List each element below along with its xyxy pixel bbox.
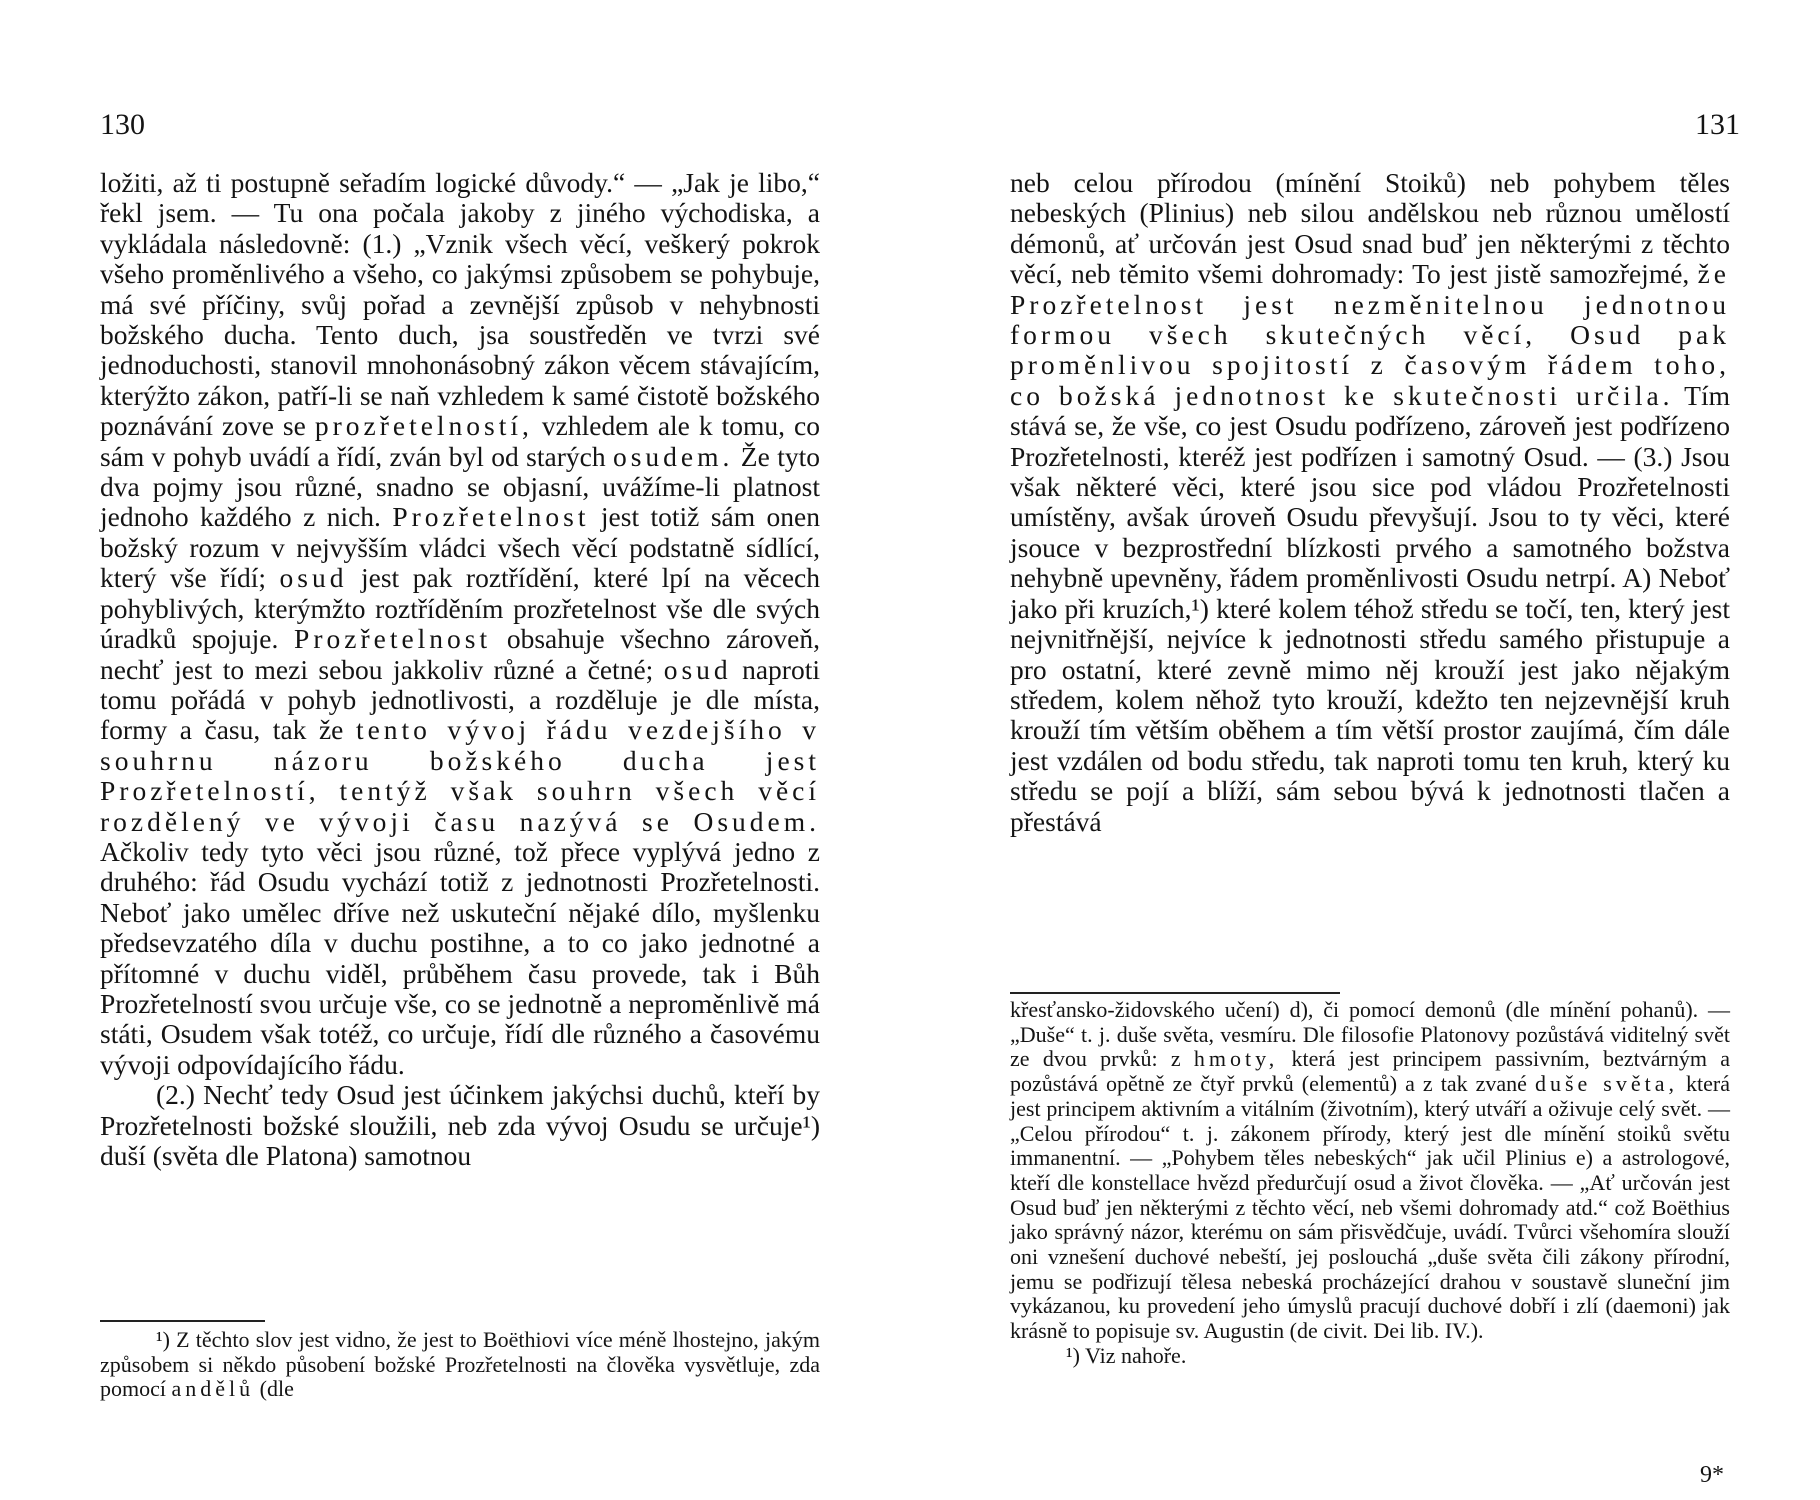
- text-run: (2.) Nechť tedy Osud jest účinkem jakýchsi duchů, kteří by Prozřetelnosti božské sloužili, neb zda vývoj Osudu se určuje¹) duší (světa dle Platona) samotnou: [100, 1079, 820, 1171]
- text-run: vzhledem ale k tomu, co sám v pohyb uvádí a řídí, zván byl od starých: [100, 410, 821, 472]
- text-run: ložiti, až ti postupně seřadím logické důvody.“ — „Jak je libo,“ řekl jsem. — Tu ona počala jakoby z jiného východiska, a vykládala následovně: (1.) „Vznik všech věcí, veškerý pokrok všeho proměnlivého a všeho, co jakýmsi způsobem se pohybuje, má své příčiny, svůj pořad a zevnější způsob v nehybnosti božského ducha. Tento duch, jsa soustředěn ve tvrzi své jednoduchosti, stanovil mnohonásobný zákon věcem stávajícím, kterýžto zákon, patří-li se naň vzhledem k samé čistotě božského poznávání zove se: [100, 167, 820, 442]
- footnotes: [100, 1328, 820, 1402]
- spaced-emphasis: osud: [663, 653, 732, 685]
- footnotes: [1010, 998, 1730, 1369]
- spaced-emphasis: že Prozřetelnost jest nezměnitelnou jednotnou formou všech skutečných věcí, Osud pak proměnlivou spojitostí z časovým řádem toho, co božská jednotnost ke skutečnosti určila.: [1010, 258, 1730, 411]
- text-run: obsahuje všechno zároveň, nechť jest to mezi sebou jakkoliv různé a četné;: [100, 623, 820, 685]
- page-number: 131: [1695, 108, 1740, 141]
- body-text: [1010, 168, 1730, 837]
- text-run: neb celou přírodou (mínění Stoiků) neb pohybem těles nebeských (Plinius) neb silou andělskou neb různou umělostí démonů, ať určován jest Osud snad buď jen některými z těchto věcí, neb těmito všemi dohromady: To jest jistě samozřejmé,: [1010, 167, 1730, 290]
- text-run: křesťansko-židovského učení) d), či pomocí demonů (dle mínění pohanů). — „Duše“ t. j. duše světa, vesmíru. Dle filosofie Platonovy pozůstává viditelný svět ze dvou prvků: z: [1010, 997, 1730, 1072]
- text-run: naproti tomu pořádá v pohyb jednotlivosti, a rozděluje je dle místa, formy a času, tak že: [100, 653, 820, 746]
- spaced-emphasis: Prozřetelnost: [294, 623, 492, 655]
- text-run: Že tyto dva pojmy jsou různé, snadno se objasní, uvážíme-li platnost jednoho každého z nich.: [100, 440, 820, 533]
- spaced-emphasis: Prozřetelnost: [392, 501, 590, 533]
- text-run: jest totiž sám onen božský rozum v nejvyšším vládci všech věcí podstatně sídlící, který vše řídí;: [100, 501, 820, 594]
- spaced-emphasis: osudem.: [612, 440, 734, 472]
- right-page: [910, 0, 1820, 1500]
- paragraph: [100, 1080, 820, 1171]
- spaced-emphasis: andělů: [171, 1376, 255, 1402]
- text-run: ¹) Z těchto slov jest vidno, že jest to Boëthiovi více méně lhostejno, jakým způsobem si někdo působení božské Prozřetelnosti na člověka vysvětluje, zda pomocí: [100, 1327, 820, 1402]
- paragraph: [100, 168, 820, 1080]
- body-text: [100, 168, 820, 1171]
- footnote-rule: [1010, 992, 1340, 994]
- text-run: která jest principem passivním, beztvárným a pozůstává opětně ze čtyř prvků (elementů) a z tak zvané: [1010, 1046, 1731, 1097]
- text-run: (dle: [254, 1376, 294, 1402]
- footnote-rule: [100, 1320, 265, 1322]
- paragraph: [1010, 1344, 1730, 1369]
- text-run: která jest principem aktivním a vitálním (životním), který utváří a oživuje celý svět. — „Celou přírodou“ t. j. zákonem přírody, který jest dle mínění stoiků světu immanentní. — „Pohybem těles nebeských“ jak učil Plinius e) a astrologové, kteří dle konstellace hvězd předurčují osud a život člověka. — „Ať určován jest Osud buď jen některými z těchto věcí, neb všemi dohromady atd.“ což Boëthius jako správný názor, kterému on sám přisvědčuje, uvádí. Tvůrci všehomíra slouží oni vznešení duchové nebeští, jej poslouchá „duše světa čili zákony přírodní, jemu se podřizují tělesa nebeská procházející drahou v soustavě sluneční jim vykázanou, ku provedení jeho úmyslů pracují duchové dobří i zlí (daemoni) jak krásně to popisuje sv. Augustin (de civit. Dei lib. IV.).: [1010, 1071, 1731, 1344]
- printer-signature: 9*: [1700, 1462, 1724, 1488]
- text-run: ¹) Viz nahoře.: [1066, 1342, 1187, 1368]
- paragraph: [1010, 168, 1730, 837]
- paragraph: [100, 1328, 820, 1402]
- spaced-emphasis: prozřetelností,: [314, 410, 533, 442]
- spaced-emphasis: hmoty,: [1193, 1046, 1279, 1072]
- spaced-emphasis: tento vývoj řádu vezdejšího v souhrnu názoru božského ducha jest Prozřetelností, tentýž však souhrn všech věcí rozdělený ve vývoji času nazývá se Osudem.: [100, 714, 820, 837]
- text-run: jest pak roztřídění, které lpí na věcech pohyblivých, kterýmžto roztříděním prozřetelnost vše dle svých úradků spojuje.: [100, 562, 820, 655]
- text-run: Ačkoliv tedy tyto věci jsou různé, tož přece vyplývá jedno z druhého: řád Osudu vychází totiž z jednotnosti Prozřetelnosti. Neboť jako umělec dříve než uskuteční nějaké dílo, myšlenku předsevzatého díla v duchu postihne, a to co jako jednotné a přítomné v duchu viděl, průběhem času provede, tak i Bůh Prozřetelností svou určuje vše, co se jednotně a neproměnlivě má státi, Osudem však totéž, co určuje, řídí dle různého a časovému vývoji odpovídajícího řádu.: [100, 835, 820, 1080]
- text-run: Tím stává se, že vše, co jest Osudu podřízeno, zároveň jest podřízeno Prozřetelnosti, kteréž jest podřízen i samotný Osud. — (3.) Jsou však některé věci, které jsou sice pod vládou Prozřetelnosti umístěny, avšak úroveň Osudu převyšují. Jsou to ty věci, které jsouce v bezprostřední blízkosti prvého a samotného božstva nehybně upevněny, řádem proměnlivosti Osudu netrpí. A) Neboť jako při kruzích,¹) které kolem téhož středu se točí, ten, který jest nejvnitřnější, nejvíce k jednotnosti středu samého přistupuje a pro ostatní, které zevně mimo něj krouží jest jako nějakým středem, kolem něhož tyto krouží, kdežto ten nejzevnější kruh krouží tím větším oběhem a tím větší prostor zaujímá, čím dále jest vzdálen od bodu středu, tak naproti tomu ten kruh, který ku středu se pojí a blíží, sám sebou bývá k jednotnosti tlačen a přestává: [1010, 379, 1730, 837]
- page-number: 130: [100, 108, 145, 141]
- paragraph: [1010, 998, 1730, 1344]
- spaced-emphasis: osud: [279, 562, 348, 594]
- spaced-emphasis: duše světa,: [1534, 1071, 1679, 1097]
